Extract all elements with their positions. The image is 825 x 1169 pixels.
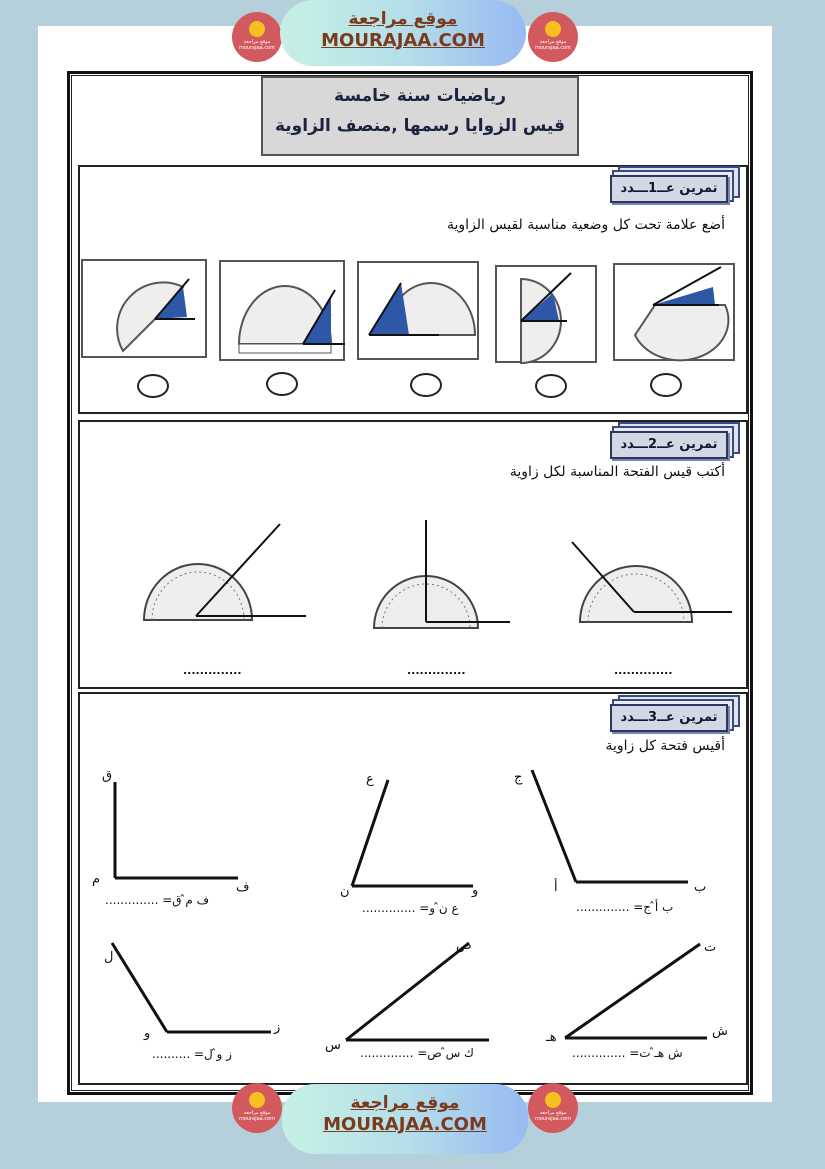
logo-text: موقع مراجعة mourajaa.com [534, 39, 571, 51]
protractor-figure [497, 267, 599, 365]
point-label: و [144, 1026, 151, 1041]
answer-field-fmq[interactable]: ف م̂ ق= .............. [105, 893, 210, 907]
point-label: و [472, 883, 479, 898]
site-logo-right-bottom[interactable] [528, 1083, 578, 1133]
logo-text: موقع مراجعة mourajaa.com [238, 1110, 275, 1122]
protractor-option-1 [81, 259, 207, 358]
site-logo-left[interactable] [232, 12, 282, 62]
answer-field-baj[interactable]: ب أ̂ ج= .............. [576, 900, 674, 914]
point-label: ق [102, 768, 113, 783]
title-line-2: قيس الزوايا رسمها ,منصف الزاوية [274, 116, 566, 136]
exercise-3-instruction: أقيس فتحة كل زاوية [605, 738, 725, 754]
answer-field-ano[interactable]: ع ن̂ و= .............. [362, 901, 459, 915]
protractor-option-3 [357, 261, 479, 360]
protractor-option-5 [613, 263, 735, 361]
point-label: ع [366, 772, 374, 787]
logo-icon [249, 21, 265, 37]
protractor-figure [221, 262, 347, 363]
logo-text: موقع مراجعة mourajaa.com [238, 39, 275, 51]
point-label: ب [694, 880, 707, 895]
point-label: س [325, 1038, 341, 1053]
site-logo-left-bottom[interactable] [232, 1083, 282, 1133]
banner-arabic: موقع مراجعة [348, 9, 458, 29]
protractor-figure [359, 263, 481, 362]
point-label: ص [456, 938, 472, 953]
logo-icon [545, 1092, 561, 1108]
protractor-option-2 [219, 260, 345, 361]
logo-icon [249, 1092, 265, 1108]
exercise-2-label: تمرين عــ2ـــدد [610, 431, 728, 459]
point-label: أ [554, 880, 558, 895]
logo-text: موقع مراجعة mourajaa.com [534, 1110, 571, 1122]
point-label: ن [340, 884, 350, 899]
protractor-angle-1 [140, 520, 310, 630]
answer-checkbox-4[interactable] [535, 374, 567, 398]
point-label: م [92, 872, 101, 887]
point-label: ش [712, 1024, 728, 1039]
answer-blank-2[interactable]: .............. [407, 664, 466, 677]
angles-figures [80, 760, 770, 1080]
answer-field-ksp[interactable]: ك س̂ ص= .............. [360, 1046, 474, 1060]
site-logo-right[interactable] [528, 12, 578, 62]
answer-checkbox-5[interactable] [650, 373, 682, 397]
logo-icon [545, 21, 561, 37]
answer-field-zwl[interactable]: ز و̂ ل= .......... [152, 1047, 232, 1061]
point-label: ف [236, 880, 250, 895]
banner-arabic: موقع مراجعة [350, 1093, 460, 1113]
site-banner-top[interactable] [280, 0, 526, 66]
title-line-1: رياضيات سنة خامسة [334, 86, 506, 106]
protractor-option-4 [495, 265, 597, 363]
answer-checkbox-2[interactable] [266, 372, 298, 396]
point-label: هـ [546, 1030, 557, 1045]
worksheet-title [261, 76, 579, 156]
point-label: ل [104, 950, 114, 965]
banner-url[interactable]: MOURAJAA.COM [321, 30, 485, 51]
protractor-angle-3 [570, 540, 735, 630]
exercise-3-tag [605, 695, 740, 737]
answer-checkbox-1[interactable] [137, 374, 169, 398]
point-label: ج [514, 770, 523, 785]
site-banner-bottom[interactable] [282, 1084, 528, 1154]
exercise-3-label: تمرين عــ3ـــدد [610, 704, 728, 732]
banner-url[interactable]: MOURAJAA.COM [323, 1114, 487, 1135]
exercise-1-label: تمرين عــ1ـــدد [610, 175, 728, 203]
answer-blank-3[interactable]: .............. [614, 664, 673, 677]
protractor-angle-2 [370, 520, 520, 635]
exercise-2-instruction: أكتب قيس الفتحة المناسبة لكل زاوية [509, 464, 725, 480]
answer-checkbox-3[interactable] [410, 373, 442, 397]
protractor-figure [615, 265, 737, 363]
answer-blank-1[interactable]: .............. [183, 664, 242, 677]
exercise-1-instruction: أضع علامة تحت كل وضعية مناسبة لقيس الزاوية [447, 217, 725, 233]
answer-field-sht[interactable]: ش هـ̂ ت= .............. [572, 1046, 683, 1060]
point-label: ت [704, 940, 717, 955]
exercise-2-tag [605, 422, 740, 464]
protractor-figure [83, 261, 209, 360]
point-label: ز [274, 1020, 281, 1035]
exercise-1-tag [605, 166, 740, 208]
